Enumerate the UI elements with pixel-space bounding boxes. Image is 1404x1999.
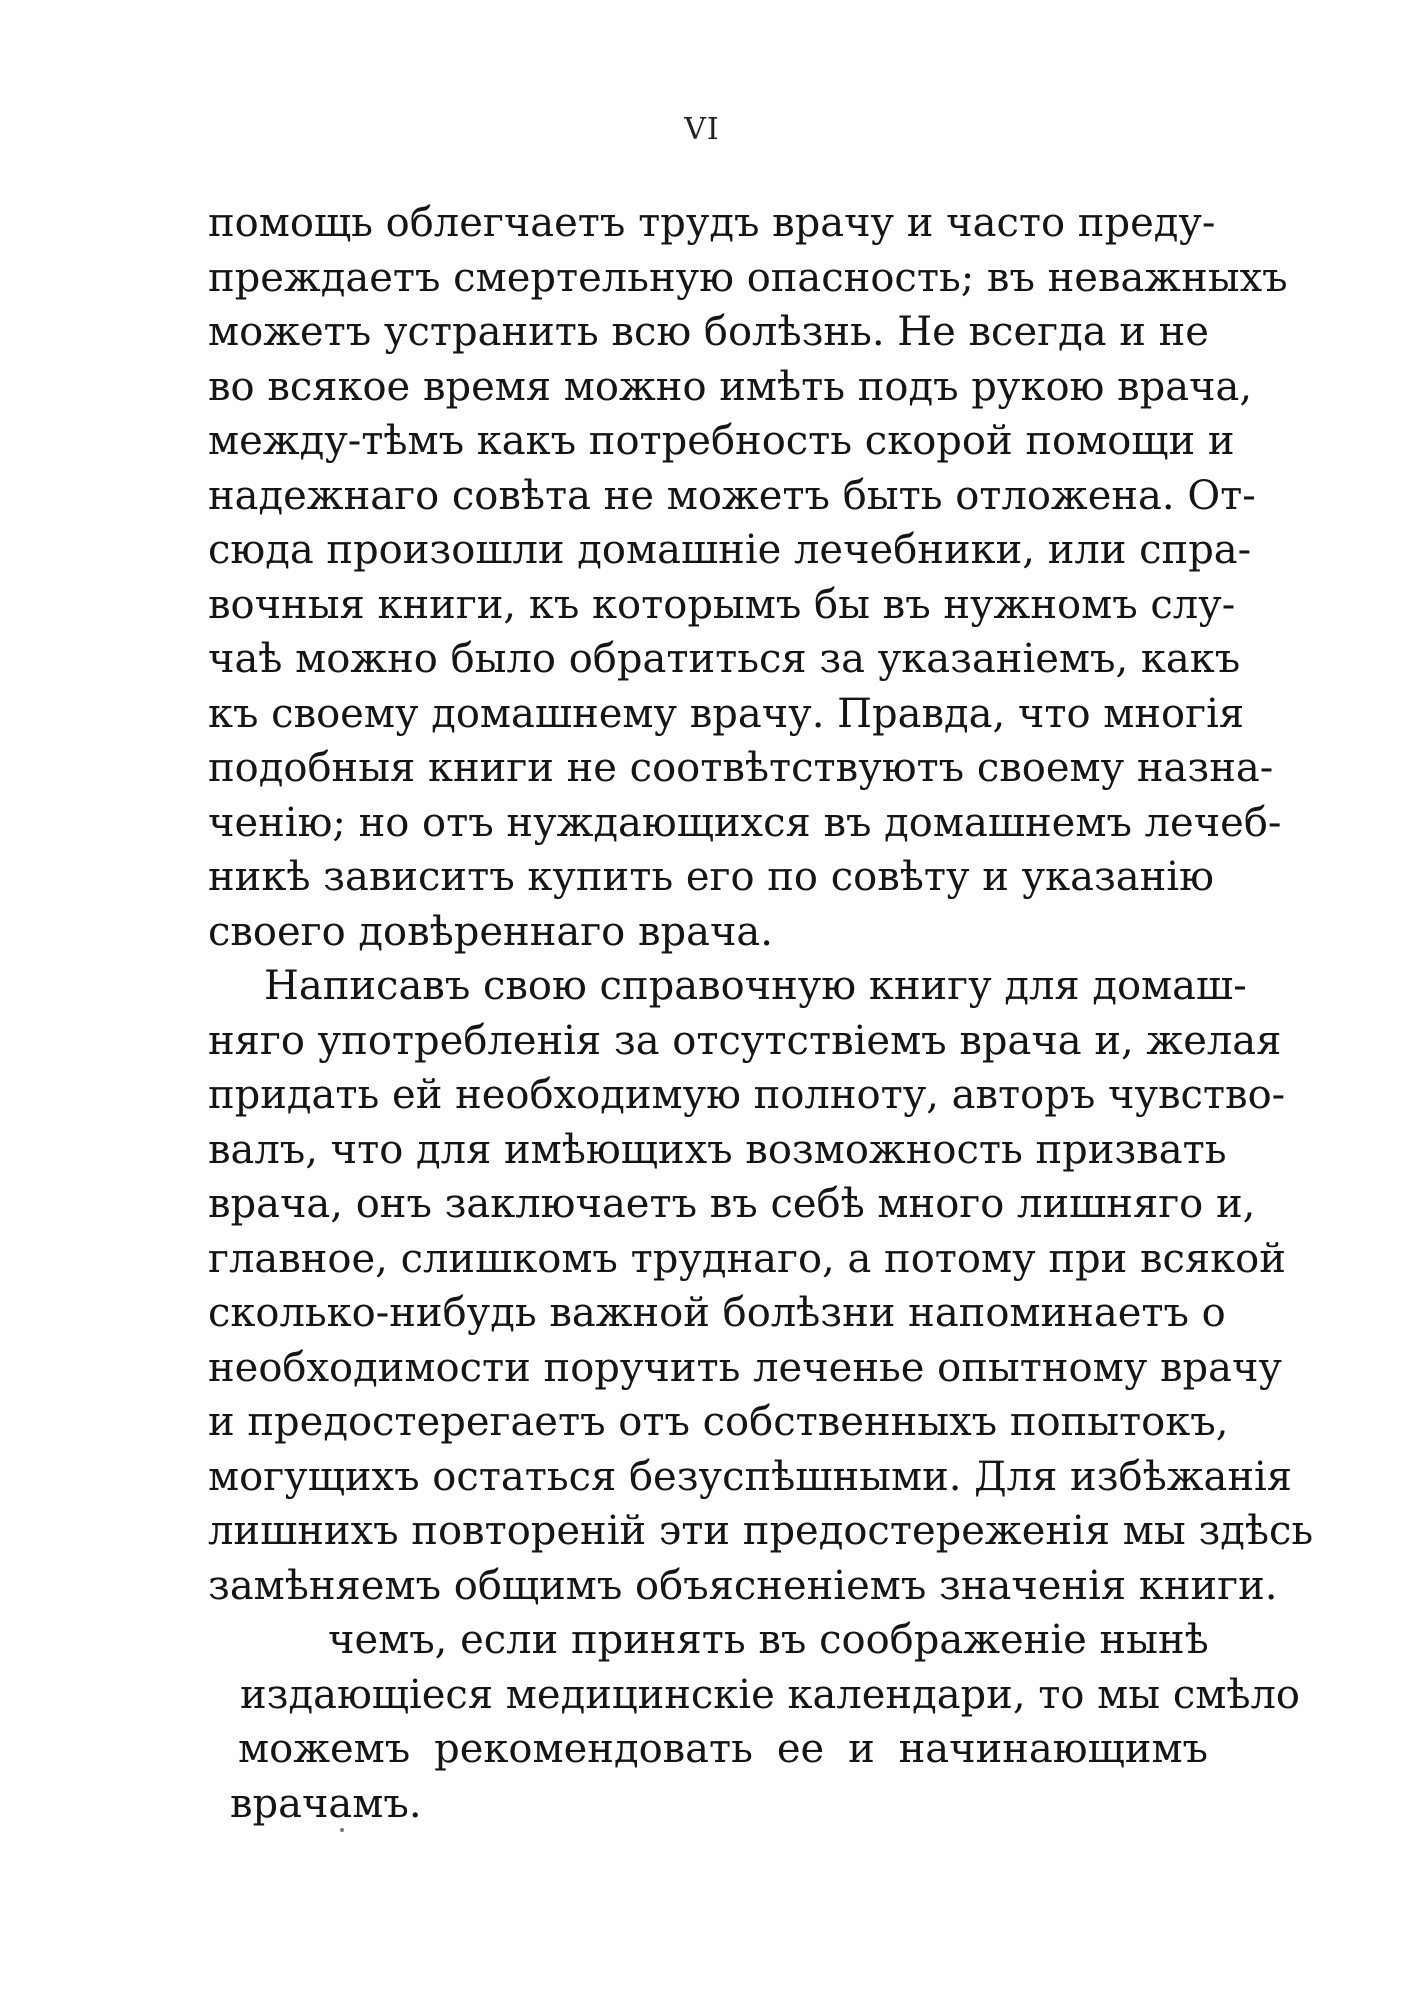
paragraph-3 xyxy=(208,1613,1300,1831)
paragraph-1 xyxy=(208,196,1288,959)
text-line: придать ей необходимую полноту, авторъ чувство- xyxy=(208,1072,1286,1118)
text-line: ченію; но отъ нуждающихся въ домашнемъ лечеб- xyxy=(208,799,1282,846)
paragraph-2 xyxy=(208,959,1314,1613)
text-line: преждаетъ смертельную опасность; въ неважныхъ xyxy=(208,254,1288,301)
text-line: врача, онъ заключаетъ въ себѣ много лишняго и, xyxy=(208,1181,1256,1227)
text-line: сколько-нибудь важной болѣзни напоминаетъ о xyxy=(208,1290,1226,1336)
text-line: помощь облегчаетъ трудъ врачу и часто преду- xyxy=(208,200,1216,246)
text-line: никѣ зависитъ купить его по совѣту и указанію xyxy=(208,854,1214,900)
text-line: главное, слишкомъ труднаго, а потому при всякой xyxy=(208,1235,1286,1282)
text-line: няго употребленія за отсутствіемъ врача и, желая xyxy=(208,1017,1282,1064)
text-line: во всякое время можно имѣть подъ рукою врача, xyxy=(208,363,1253,410)
text-line: подобныя книги не соотвѣтствуютъ своему назна- xyxy=(208,745,1274,791)
text-line: валъ, что для имѣющихъ возможность призвать xyxy=(208,1126,1227,1173)
text-line: лишнихъ повтореній эти предостереженія мы здѣсь xyxy=(208,1508,1314,1554)
text-line: врачамъ. xyxy=(230,1780,422,1827)
text-line: своего довѣреннаго врача. xyxy=(208,908,773,955)
text-line: вочныя книги, къ которымъ бы въ нужномъ слу- xyxy=(208,581,1236,628)
body-text xyxy=(208,196,1314,1831)
text-line: замѣняемъ общимъ объясненіемъ значенія книги. xyxy=(208,1562,1278,1609)
text-line: можемъ рекомендовать ее и начинающимъ xyxy=(238,1726,1208,1772)
text-line: и предостерегаетъ отъ собственныхъ попытокъ, xyxy=(208,1399,1229,1445)
text-line: чемъ, если принять въ соображеніе нынѣ xyxy=(328,1617,1209,1663)
text-line: чаѣ можно было обратиться за указаніемъ, какъ xyxy=(208,636,1241,682)
text-line: необходимости поручить леченье опытному врачу xyxy=(208,1344,1282,1391)
page-number: VI xyxy=(684,112,720,147)
text-line: сюда произошли домашніе лечебники, или спра- xyxy=(208,527,1252,573)
ink-speck xyxy=(340,1828,344,1832)
text-line: можетъ устранить всю болѣзнь. Не всегда и не xyxy=(208,309,1209,355)
text-line: къ своему домашнему врачу. Правда, что многія xyxy=(208,690,1245,737)
text-line: Написавъ свою справочную книгу для домаш- xyxy=(264,963,1247,1009)
text-line: могущихъ остаться безуспѣшными. Для избѣжанія xyxy=(208,1453,1293,1500)
text-line: между-тѣмъ какъ потребность скорой помощи и xyxy=(208,418,1235,464)
text-line: надежнаго совѣта не можетъ быть отложена. От- xyxy=(208,472,1256,519)
text-line: издающіеся медицинскіе календари, то мы смѣло xyxy=(240,1671,1300,1718)
